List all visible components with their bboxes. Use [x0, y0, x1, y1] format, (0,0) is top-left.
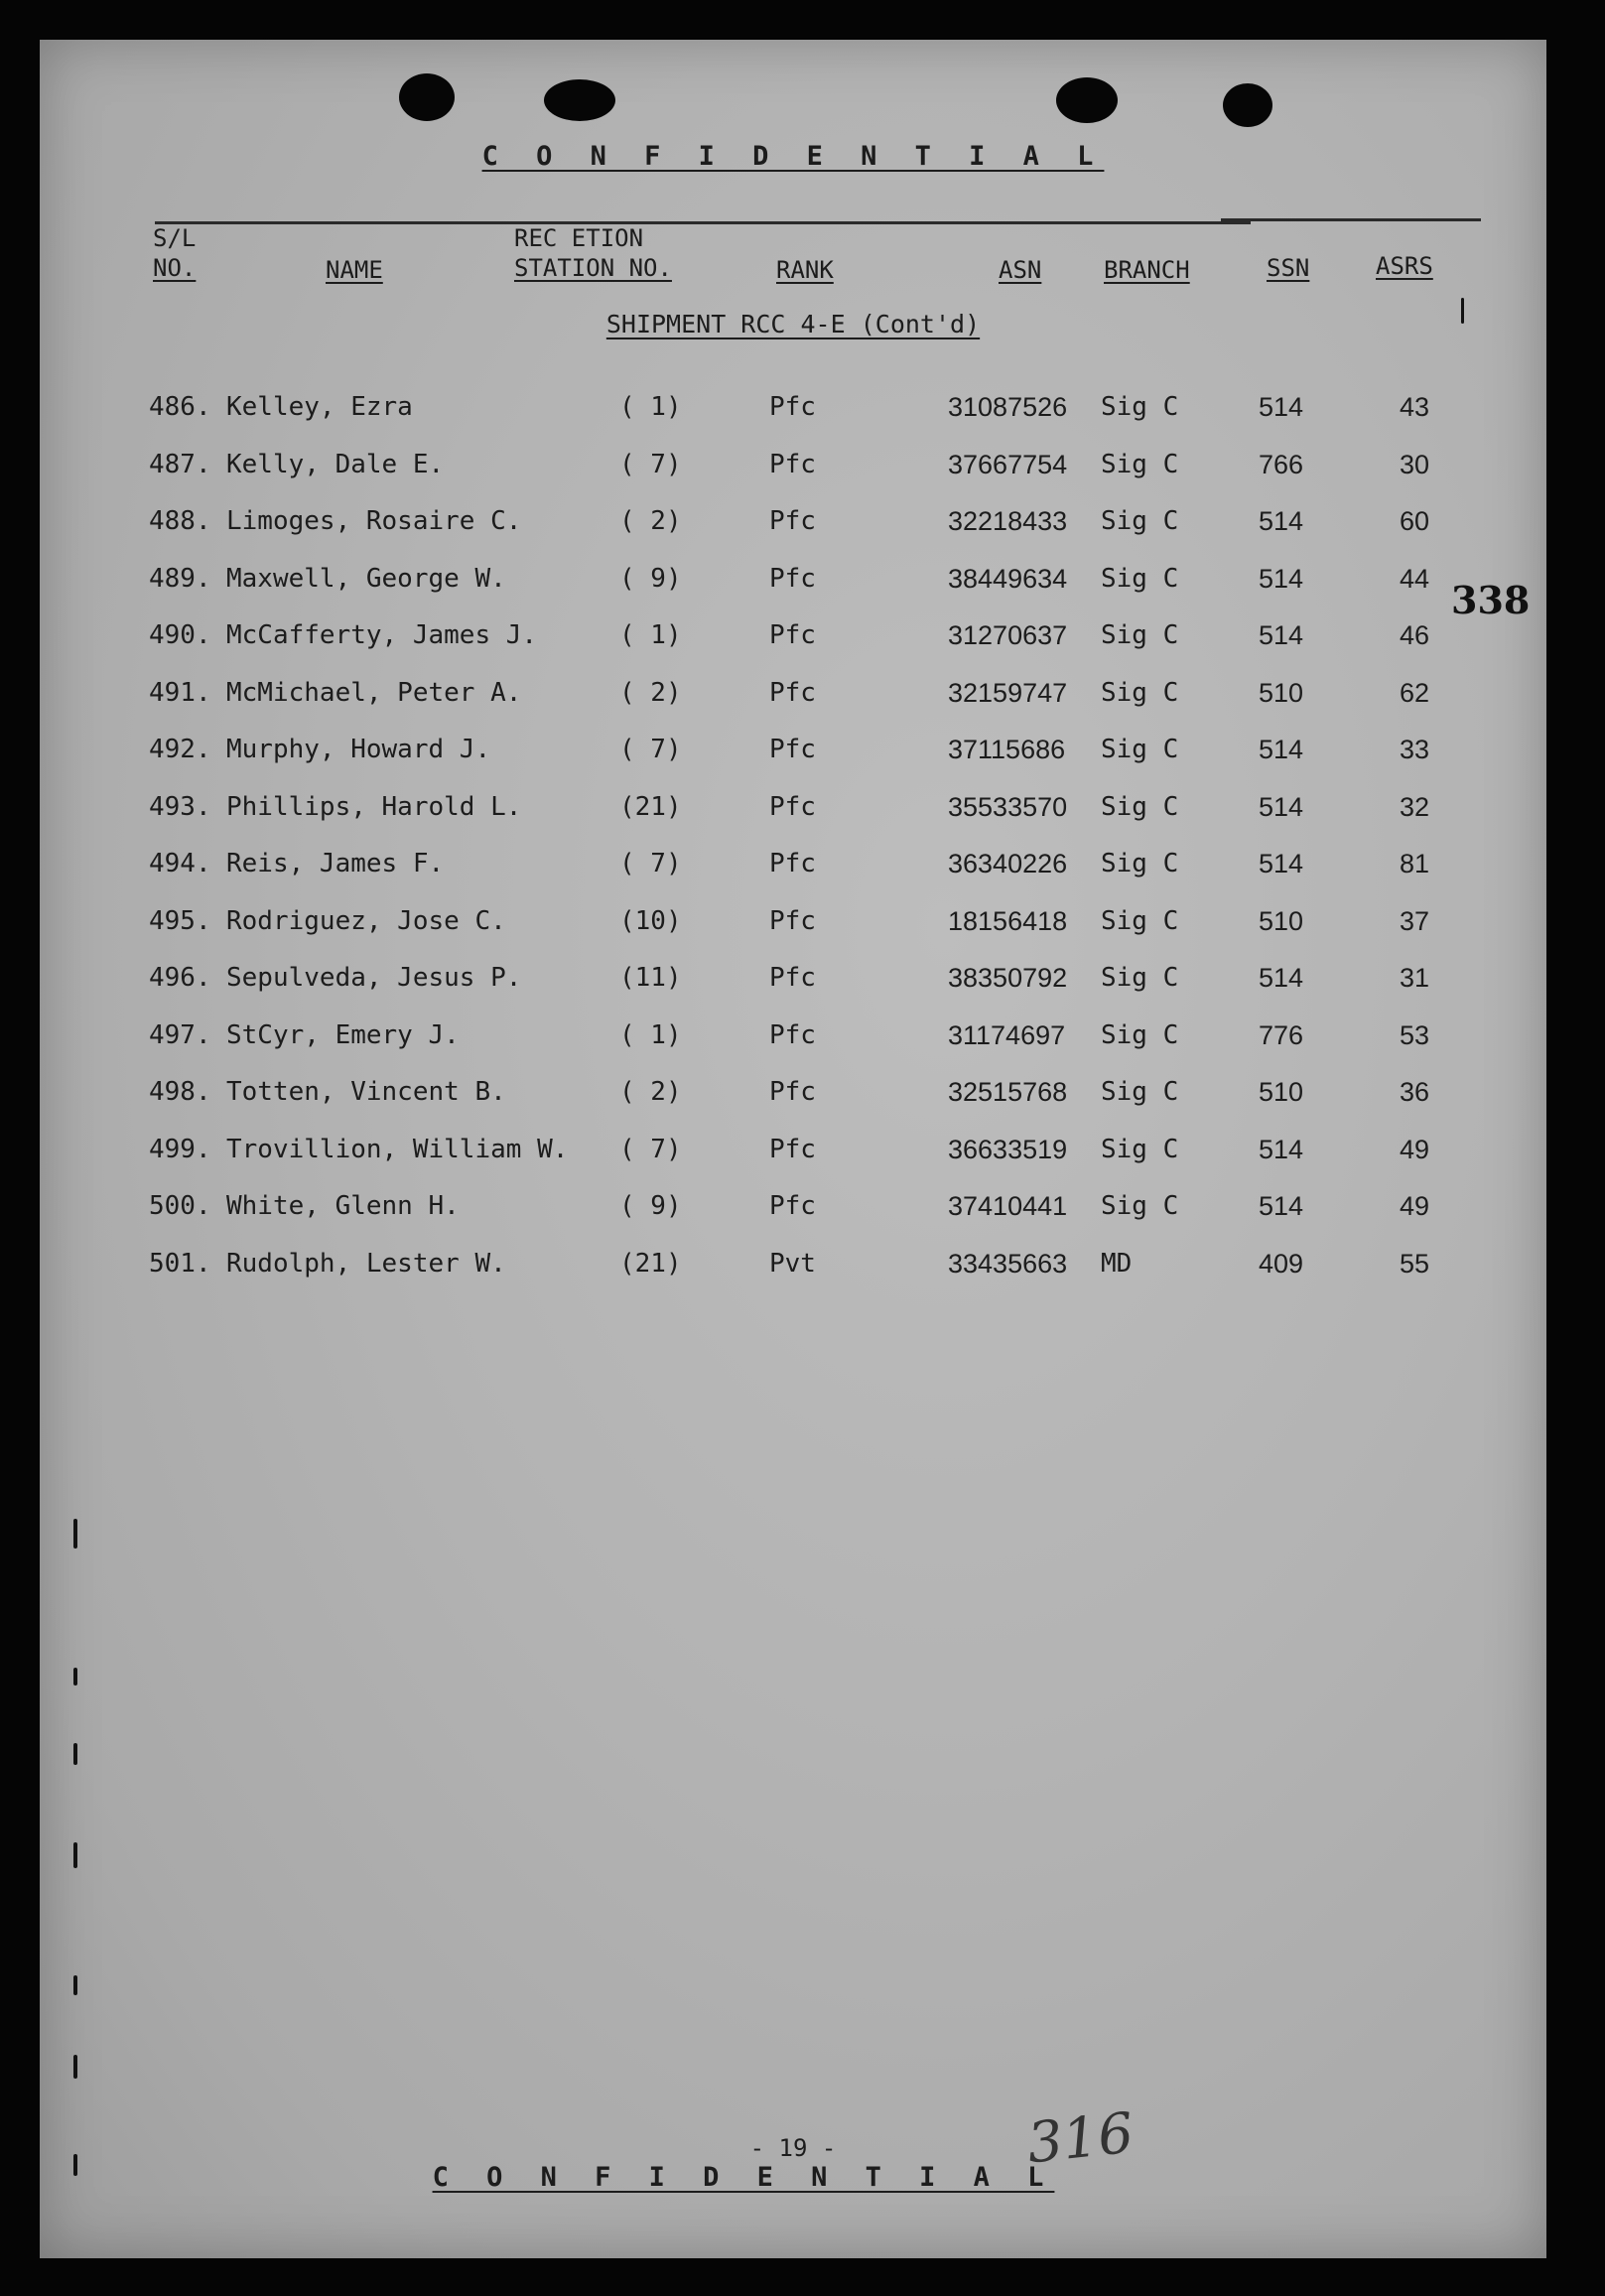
- ssn: 514: [1259, 735, 1304, 764]
- ssn: 510: [1259, 1077, 1304, 1107]
- ssn: 514: [1259, 563, 1304, 594]
- row-number: 489.: [149, 563, 211, 594]
- soldier-name: Totten, Vincent B.: [226, 1077, 506, 1107]
- asn: 31174697: [948, 1019, 1066, 1050]
- row-number: 488.: [149, 506, 211, 536]
- ssn: 514: [1259, 963, 1304, 993]
- col-header-rank: RANK: [776, 256, 834, 284]
- branch: Sig C: [1101, 449, 1179, 479]
- asn: 37667754: [948, 449, 1068, 479]
- reception-station: ( 2): [619, 506, 682, 536]
- soldier-name: Murphy, Howard J.: [226, 735, 491, 764]
- asn: 33435663: [948, 1248, 1068, 1279]
- table-row: [40, 1072, 1546, 1112]
- handwritten-number: 316: [1023, 2100, 1137, 2177]
- row-number: 499.: [149, 1134, 211, 1164]
- col-header-sl: S/L: [153, 224, 197, 252]
- table-row: [40, 387, 1546, 427]
- reception-station: ( 9): [619, 563, 682, 594]
- soldier-name: Limoges, Rosaire C.: [226, 506, 522, 536]
- asn: 37115686: [948, 735, 1066, 764]
- margin-mark: [73, 1975, 77, 1995]
- ssn: 510: [1259, 905, 1304, 936]
- table-row: [40, 844, 1546, 883]
- reception-station: ( 7): [619, 849, 682, 878]
- asrs: 53: [1400, 1019, 1430, 1050]
- row-number: 500.: [149, 1191, 211, 1221]
- soldier-name: Kelley, Ezra: [226, 392, 413, 422]
- table-row: [40, 559, 1546, 599]
- asn: 32159747: [948, 677, 1068, 708]
- reception-station: ( 1): [619, 1019, 682, 1050]
- asn: 18156418: [948, 905, 1068, 936]
- document-page: [40, 40, 1546, 2258]
- asn: 32515768: [948, 1077, 1068, 1107]
- col-header-branch: BRANCH: [1104, 256, 1190, 284]
- reception-station: ( 9): [619, 1191, 682, 1221]
- asn: 36340226: [948, 849, 1068, 878]
- soldier-name: Trovillion, William W.: [226, 1134, 569, 1164]
- asrs: 43: [1400, 392, 1430, 422]
- asrs: 31: [1400, 963, 1430, 993]
- row-number: 494.: [149, 849, 211, 878]
- row-number: 496.: [149, 963, 211, 993]
- branch: Sig C: [1101, 1019, 1179, 1050]
- ssn: 766: [1259, 449, 1304, 479]
- table-row: [40, 615, 1546, 655]
- branch: Sig C: [1101, 563, 1179, 594]
- table-row: [40, 1130, 1546, 1169]
- soldier-name: Rudolph, Lester W.: [226, 1248, 506, 1279]
- asrs: 62: [1400, 677, 1430, 708]
- table-row: [40, 730, 1546, 769]
- table-row: [40, 787, 1546, 827]
- asrs: 60: [1400, 506, 1430, 536]
- confidential-header: C O N F I D E N T I A L: [481, 141, 1105, 172]
- branch: Sig C: [1101, 677, 1179, 708]
- branch: MD: [1101, 1248, 1133, 1279]
- row-number: 501.: [149, 1248, 211, 1279]
- reception-station: (11): [619, 963, 682, 993]
- asn: 38449634: [948, 563, 1068, 594]
- col-header-ssn: SSN: [1267, 254, 1310, 282]
- asrs: 33: [1400, 735, 1430, 764]
- ssn: 514: [1259, 392, 1304, 422]
- margin-mark: [73, 1519, 77, 1549]
- reception-station: ( 7): [619, 735, 682, 764]
- rank: Pfc: [769, 1134, 816, 1164]
- reception-station: ( 7): [619, 449, 682, 479]
- asrs: 36: [1400, 1077, 1430, 1107]
- asn: 32218433: [948, 506, 1068, 536]
- rank: Pfc: [769, 905, 816, 936]
- ssn: 776: [1259, 1019, 1304, 1050]
- row-number: 492.: [149, 735, 211, 764]
- rank: Pfc: [769, 1191, 816, 1221]
- table-row: [40, 901, 1546, 941]
- margin-mark: [1461, 298, 1464, 324]
- ssn: 514: [1259, 1191, 1304, 1221]
- row-number: 487.: [149, 449, 211, 479]
- asn: 35533570: [948, 791, 1068, 822]
- col-header-asrs: ASRS: [1376, 252, 1433, 280]
- row-number: 490.: [149, 620, 211, 650]
- branch: Sig C: [1101, 791, 1179, 822]
- branch: Sig C: [1101, 963, 1179, 993]
- col-header-station-1: REC ETION: [514, 224, 644, 252]
- table-row: [40, 501, 1546, 541]
- branch: Sig C: [1101, 1077, 1179, 1107]
- rank: Pfc: [769, 791, 816, 822]
- rank: Pfc: [769, 506, 816, 536]
- rank: Pfc: [769, 1019, 816, 1050]
- branch: Sig C: [1101, 620, 1179, 650]
- reception-station: ( 7): [619, 1134, 682, 1164]
- row-number: 486.: [149, 392, 211, 422]
- asrs: 55: [1400, 1248, 1430, 1279]
- row-number: 493.: [149, 791, 211, 822]
- soldier-name: Phillips, Harold L.: [226, 791, 522, 822]
- reception-station: ( 2): [619, 677, 682, 708]
- table-row: [40, 1186, 1546, 1226]
- page-number: - 19 -: [749, 2134, 837, 2162]
- asrs: 81: [1400, 849, 1430, 878]
- branch: Sig C: [1101, 849, 1179, 878]
- asn: 31270637: [948, 620, 1068, 650]
- asn: 36633519: [948, 1134, 1068, 1164]
- table-row: [40, 1244, 1546, 1283]
- rank: Pfc: [769, 620, 816, 650]
- branch: Sig C: [1101, 506, 1179, 536]
- col-header-asn: ASN: [999, 256, 1042, 284]
- rank: Pfc: [769, 449, 816, 479]
- asn: 31087526: [948, 392, 1068, 422]
- soldier-name: Rodriguez, Jose C.: [226, 905, 506, 936]
- reception-station: (21): [619, 791, 682, 822]
- ssn: 514: [1259, 620, 1304, 650]
- col-header-no: NO.: [153, 254, 197, 282]
- ssn: 409: [1259, 1248, 1304, 1279]
- soldier-name: Reis, James F.: [226, 849, 445, 878]
- margin-mark: [73, 1668, 77, 1686]
- branch: Sig C: [1101, 1191, 1179, 1221]
- reception-station: ( 1): [619, 392, 682, 422]
- branch: Sig C: [1101, 905, 1179, 936]
- reception-station: ( 1): [619, 620, 682, 650]
- margin-mark: [73, 1743, 77, 1765]
- confidential-footer: C O N F I D E N T I A L: [432, 2162, 1055, 2193]
- rank: Pfc: [769, 1077, 816, 1107]
- ssn: 514: [1259, 791, 1304, 822]
- asrs: 37: [1400, 905, 1430, 936]
- ssn: 510: [1259, 677, 1304, 708]
- rank: Pfc: [769, 963, 816, 993]
- soldier-name: McMichael, Peter A.: [226, 677, 522, 708]
- soldier-name: Sepulveda, Jesus P.: [226, 963, 522, 993]
- asrs: 49: [1400, 1134, 1430, 1164]
- table-row: [40, 673, 1546, 713]
- asn: 37410441: [948, 1191, 1068, 1221]
- asrs: 46: [1400, 620, 1430, 650]
- rank: Pfc: [769, 735, 816, 764]
- reception-station: (21): [619, 1248, 682, 1279]
- branch: Sig C: [1101, 735, 1179, 764]
- margin-mark: [73, 2055, 77, 2079]
- asn: 38350792: [948, 963, 1068, 993]
- asrs: 44: [1400, 563, 1430, 594]
- stamped-page-number: 338: [1451, 578, 1531, 622]
- ssn: 514: [1259, 849, 1304, 878]
- rank: Pfc: [769, 563, 816, 594]
- rank: Pfc: [769, 677, 816, 708]
- soldier-name: StCyr, Emery J.: [226, 1019, 460, 1050]
- table-row: [40, 958, 1546, 998]
- rank: Pfc: [769, 392, 816, 422]
- row-number: 497.: [149, 1019, 211, 1050]
- soldier-name: White, Glenn H.: [226, 1191, 460, 1221]
- branch: Sig C: [1101, 1134, 1179, 1164]
- asrs: 49: [1400, 1191, 1430, 1221]
- reception-station: (10): [619, 905, 682, 936]
- rank: Pfc: [769, 849, 816, 878]
- col-header-name: NAME: [326, 256, 383, 284]
- asrs: 30: [1400, 449, 1430, 479]
- margin-mark: [73, 1842, 77, 1868]
- rank: Pvt: [769, 1248, 816, 1279]
- table-row: [40, 1015, 1546, 1055]
- branch: Sig C: [1101, 392, 1179, 422]
- shipment-heading: SHIPMENT RCC 4-E (Cont'd): [605, 310, 981, 338]
- row-number: 491.: [149, 677, 211, 708]
- row-number: 495.: [149, 905, 211, 936]
- soldier-name: McCafferty, James J.: [226, 620, 538, 650]
- soldier-name: Kelly, Dale E.: [226, 449, 445, 479]
- roster-table: [40, 40, 1546, 2258]
- soldier-name: Maxwell, George W.: [226, 563, 506, 594]
- asrs: 32: [1400, 791, 1430, 822]
- reception-station: ( 2): [619, 1077, 682, 1107]
- ssn: 514: [1259, 1134, 1304, 1164]
- row-number: 498.: [149, 1077, 211, 1107]
- table-row: [40, 445, 1546, 484]
- ssn: 514: [1259, 506, 1304, 536]
- col-header-station-2: STATION NO.: [514, 254, 672, 282]
